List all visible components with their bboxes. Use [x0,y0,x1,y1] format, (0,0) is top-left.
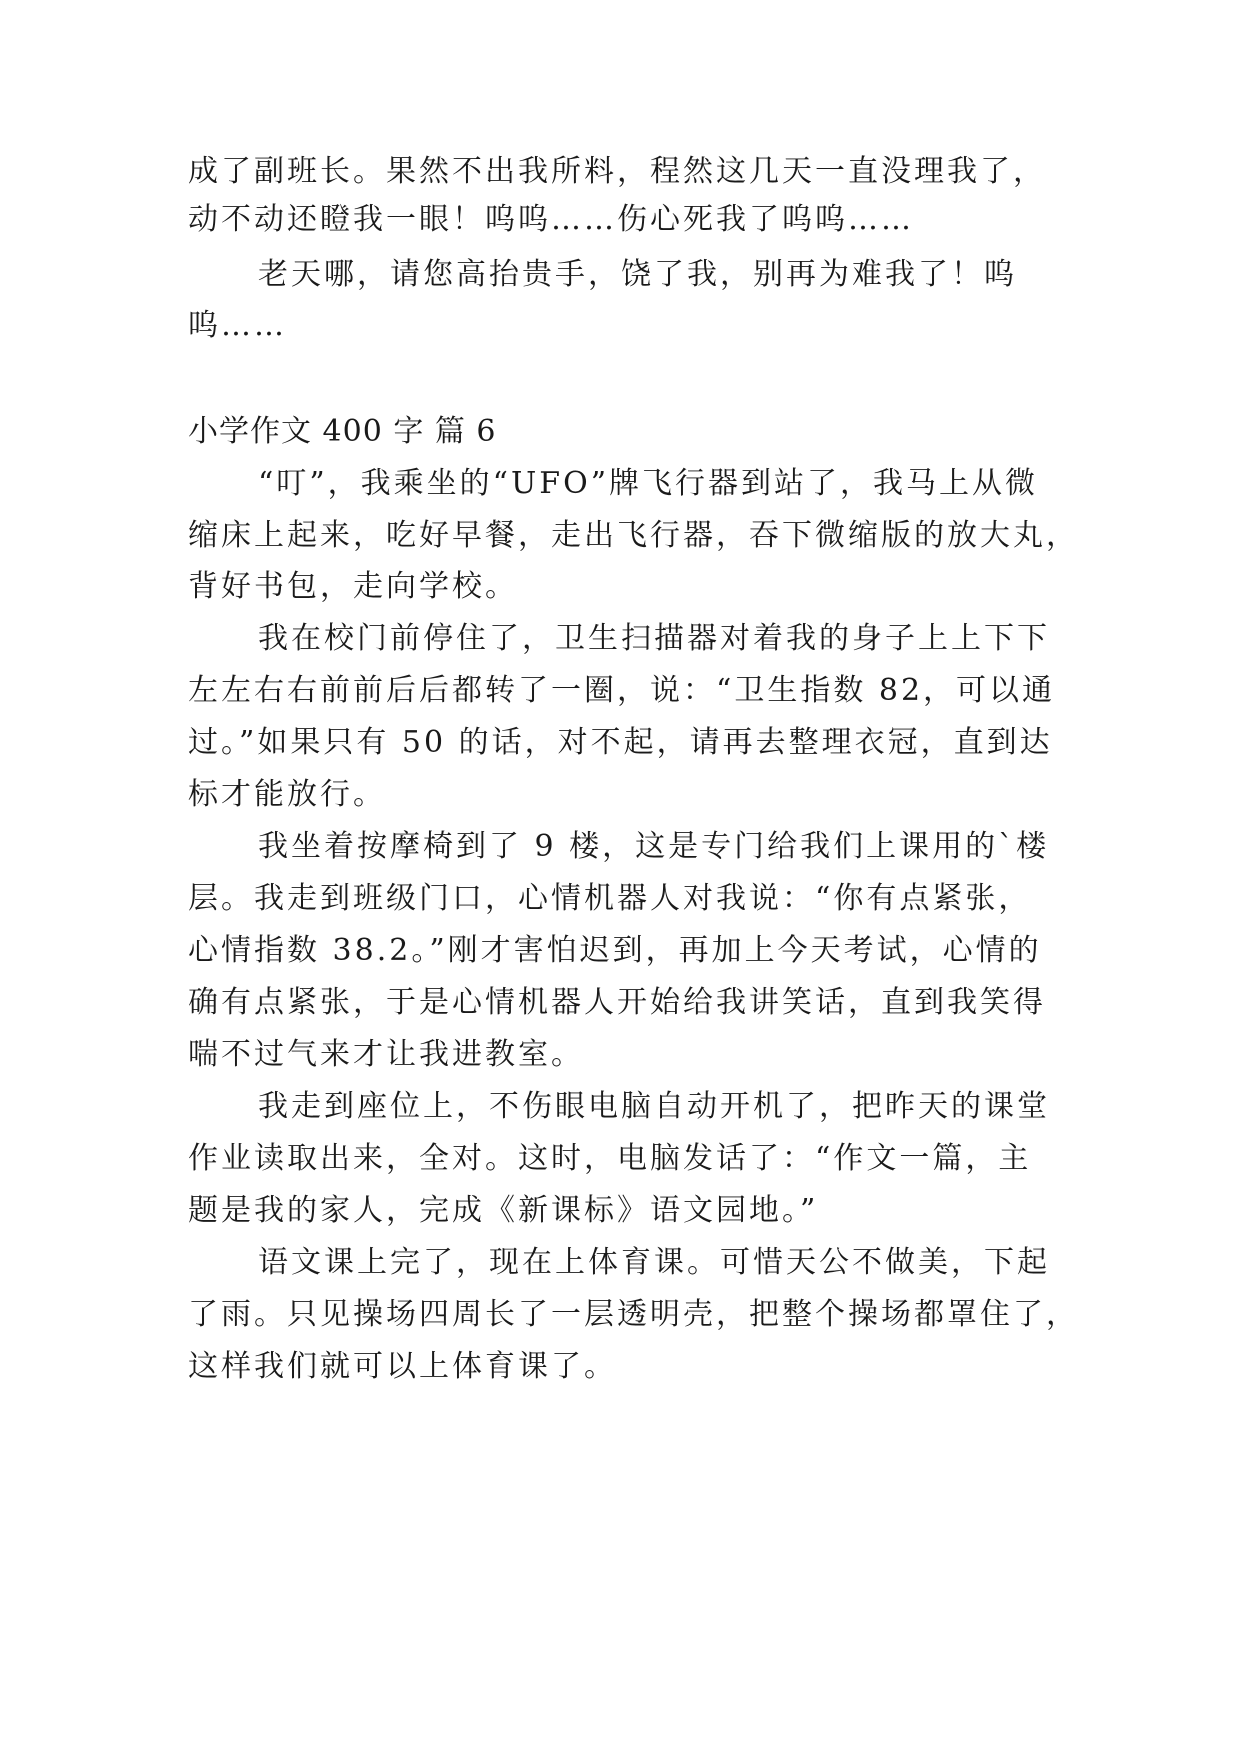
paragraph-line: “叮”，我乘坐的“UFO”牌飞行器到站了，我马上从微 [258,466,1039,501]
paragraph-line: 题是我的家人，完成《新课标》语文园地。” [188,1193,819,1228]
paragraph-line: 喘不过气来才让我进教室。 [188,1037,584,1072]
paragraph-line: 心情指数 38.2。”刚才害怕迟到，再加上今天考试，心情的 [188,933,1042,968]
paragraph-line: 背好书包，走向学校。 [188,569,518,604]
paragraph-line: 确有点紧张，于是心情机器人开始给我讲笑话，直到我笑得 [188,985,1046,1020]
paragraph-line: 过。”如果只有 50 的话，对不起，请再去整理衣冠，直到达 [188,725,1053,760]
paragraph-line: 成了副班长。果然不出我所料，程然这几天一直没理我了， [188,154,1046,189]
paragraph-line: 我坐着按摩椅到了 9 楼，这是专门给我们上课用的`楼 [258,829,1050,864]
paragraph-line: 层。我走到班级门口，心情机器人对我说：“你有点紧张， [188,881,1032,916]
paragraph-line: 左左右右前前后后都转了一圈，说：“卫生指数 82，可以通 [188,673,1056,708]
section-heading: 小学作文 400 字 篇 6 [188,414,497,449]
paragraph-line: 我走到座位上，不伤眼电脑自动开机了，把昨天的课堂 [258,1089,1050,1124]
paragraph-line: 呜…… [188,308,287,343]
paragraph-line: 这样我们就可以上体育课了。 [188,1349,617,1384]
paragraph-line: 作业读取出来，全对。这时，电脑发话了：“作文一篇，主 [188,1141,1032,1176]
paragraph-line: 动不动还瞪我一眼！呜呜……伤心死我了呜呜…… [188,202,914,237]
paragraph-line: 老天哪，请您高抬贵手，饶了我，别再为难我了！呜 [258,257,1017,292]
paragraph-line: 语文课上完了，现在上体育课。可惜天公不做美，下起 [258,1245,1050,1280]
paragraph-line: 了雨。只见操场四周长了一层透明壳，把整个操场都罩住了， [188,1297,1079,1332]
paragraph-line: 标才能放行。 [188,777,386,812]
paragraph-line: 缩床上起来，吃好早餐，走出飞行器，吞下微缩版的放大丸， [188,518,1079,553]
paragraph-line: 我在校门前停住了，卫生扫描器对着我的身子上上下下 [258,621,1050,656]
